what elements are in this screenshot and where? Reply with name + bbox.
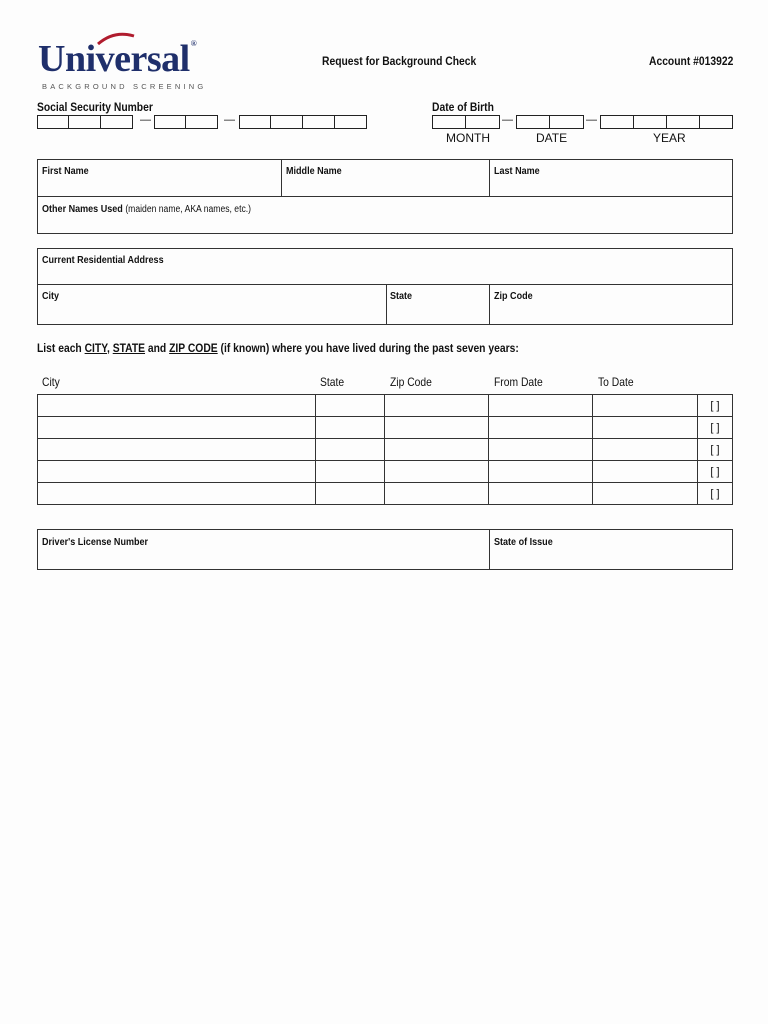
logo-swoosh-icon [96, 32, 136, 46]
account-number: Account #013922 [649, 54, 734, 68]
residence-state-cell[interactable] [315, 483, 385, 505]
ssn-group-boxes[interactable] [154, 115, 218, 129]
residence-city-cell[interactable] [38, 417, 316, 439]
form-title: Request for Background Check [322, 54, 477, 68]
residence-zip-cell[interactable] [385, 439, 489, 461]
residence-table [37, 394, 733, 505]
city-field[interactable]: City [42, 290, 60, 302]
residence-city-cell[interactable] [38, 483, 316, 505]
residence-to-cell[interactable] [593, 461, 698, 483]
state-field[interactable]: State [390, 290, 413, 302]
table-row [38, 439, 733, 461]
residence-to-cell[interactable] [593, 417, 698, 439]
logo-wordmark: Universal® [38, 38, 197, 80]
dob-separator: — [586, 114, 597, 126]
last-name-field[interactable]: Last Name [494, 165, 540, 177]
logo [38, 40, 206, 91]
residence-to-cell[interactable] [593, 395, 698, 417]
table-row [38, 395, 733, 417]
column-header-state: State [320, 375, 345, 389]
residence-from-cell[interactable] [489, 417, 593, 439]
dob-month-boxes[interactable] [432, 115, 500, 129]
residence-checkbox[interactable]: [ ] [698, 461, 733, 483]
ssn-serial-boxes[interactable] [239, 115, 367, 129]
residence-from-cell[interactable] [489, 439, 593, 461]
residence-zip-cell[interactable] [385, 395, 489, 417]
residence-city-cell[interactable] [38, 395, 316, 417]
column-header-city: City [42, 375, 60, 389]
residence-to-cell[interactable] [593, 439, 698, 461]
residence-from-cell[interactable] [489, 395, 593, 417]
residence-state-cell[interactable] [315, 461, 385, 483]
dob-separator: — [502, 114, 513, 126]
residence-zip-cell[interactable] [385, 417, 489, 439]
ssn-area-boxes[interactable] [37, 115, 133, 129]
dob-date-caption: DATE [536, 131, 568, 145]
residence-city-cell[interactable] [38, 461, 316, 483]
residence-zip-cell[interactable] [385, 461, 489, 483]
residence-state-cell[interactable] [315, 417, 385, 439]
dob-label: Date of Birth [432, 100, 494, 114]
residence-checkbox[interactable]: [ ] [698, 483, 733, 505]
residence-checkbox[interactable]: [ ] [698, 417, 733, 439]
dob-year-boxes[interactable] [600, 115, 733, 129]
dob-month-caption: MONTH [446, 131, 490, 145]
residence-zip-cell[interactable] [385, 483, 489, 505]
license-state-field[interactable]: State of Issue [494, 536, 553, 548]
ssn-separator: — [224, 114, 235, 126]
current-address-field[interactable]: Current Residential Address [42, 254, 164, 266]
zip-field[interactable]: Zip Code [494, 290, 533, 302]
residence-state-cell[interactable] [315, 395, 385, 417]
ssn-label: Social Security Number [37, 100, 153, 114]
residence-to-cell[interactable] [593, 483, 698, 505]
middle-name-field[interactable]: Middle Name [286, 165, 342, 177]
table-row [38, 483, 733, 505]
residence-from-cell[interactable] [489, 483, 593, 505]
residence-city-cell[interactable] [38, 439, 316, 461]
dob-year-caption: YEAR [653, 131, 686, 145]
residence-state-cell[interactable] [315, 439, 385, 461]
column-header-to-date: To Date [598, 375, 634, 389]
residence-instructions: List each CITY, STATE and ZIP CODE (if known) where you have lived during the past seven years: [37, 341, 519, 355]
residence-checkbox[interactable]: [ ] [698, 439, 733, 461]
residence-from-cell[interactable] [489, 461, 593, 483]
table-row [38, 417, 733, 439]
table-row [38, 461, 733, 483]
column-header-from-date: From Date [494, 375, 543, 389]
ssn-separator: — [140, 114, 151, 126]
other-names-field[interactable]: Other Names Used (maiden name, AKA names, etc.) [42, 203, 252, 215]
logo-subtitle: BACKGROUND SCREENING [42, 82, 207, 91]
residence-checkbox[interactable]: [ ] [698, 395, 733, 417]
first-name-field[interactable]: First Name [42, 165, 89, 177]
dob-date-boxes[interactable] [516, 115, 584, 129]
license-number-field[interactable]: Driver's License Number [42, 536, 149, 548]
column-header-zip: Zip Code [390, 375, 432, 389]
